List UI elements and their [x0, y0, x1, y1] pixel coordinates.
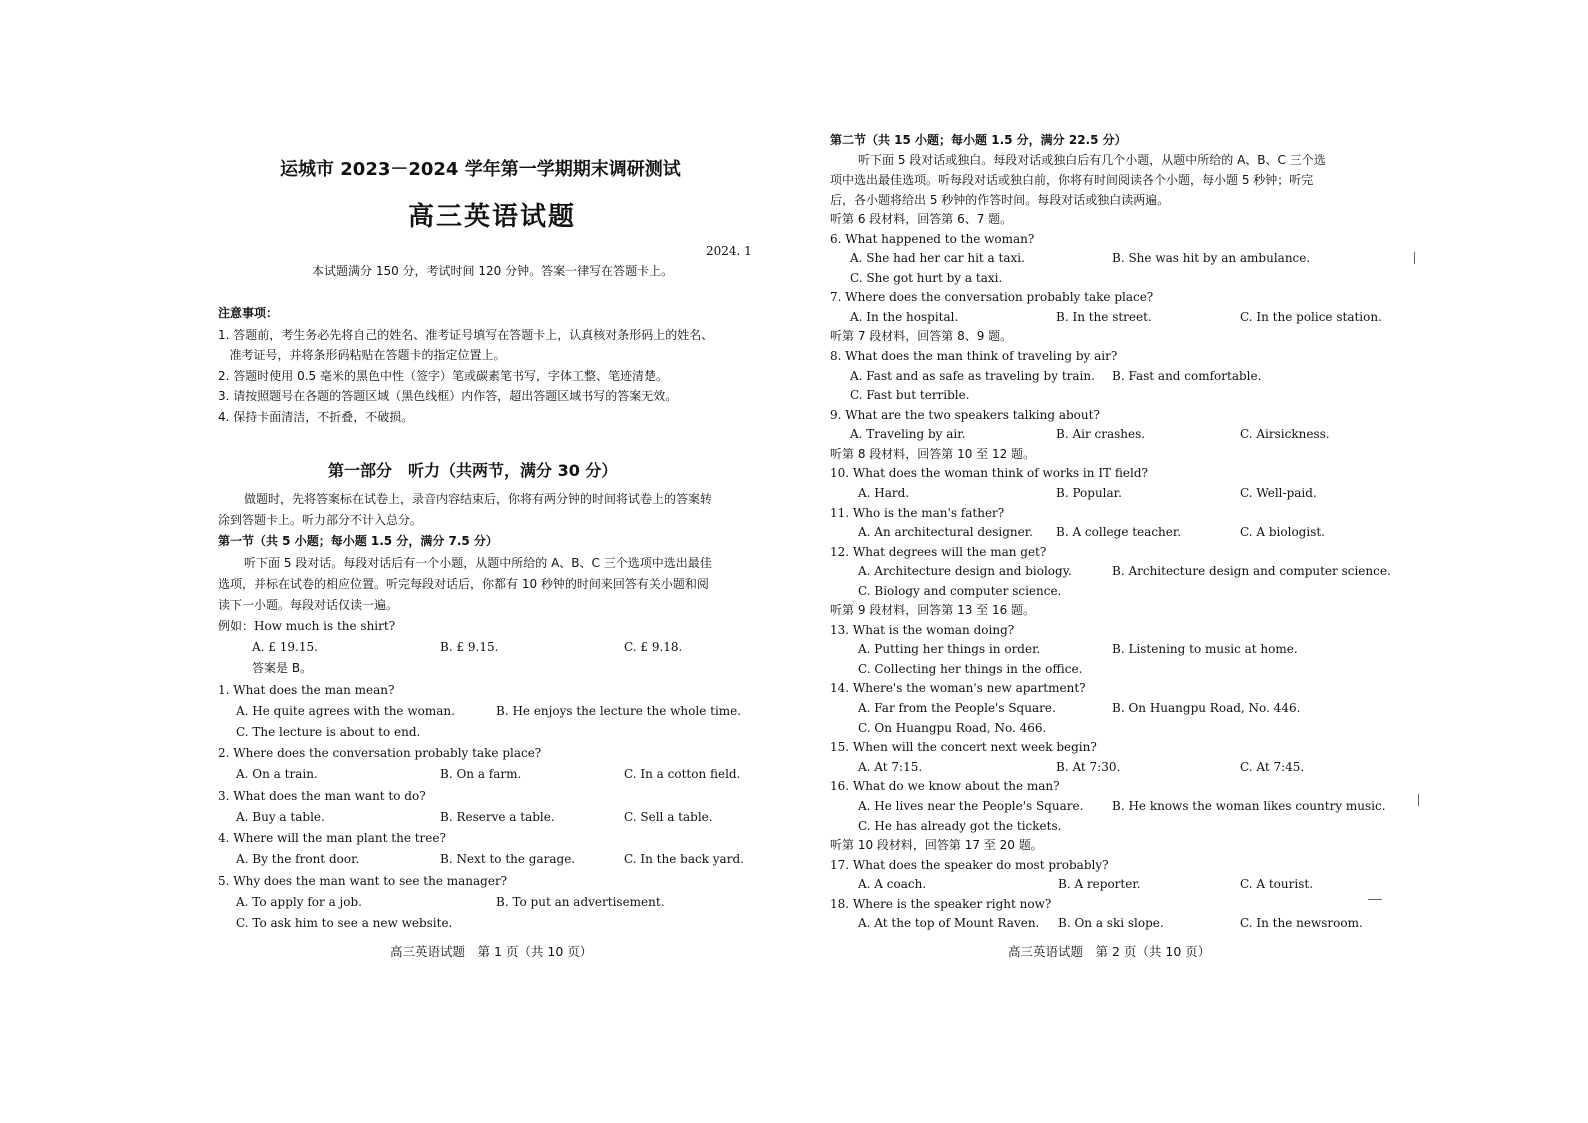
question-7-option-b: B. In the street. — [1056, 310, 1152, 324]
question-6-option-a: A. She had her car hit a taxi. — [850, 251, 1025, 265]
part1-intro: 涂到答题卡上。听力部分不计入总分。 — [218, 513, 423, 527]
notice-item: 1. 答题前，考生务必先将自己的姓名、准考证号填写在答题卡上，认真核对条形码上的姓名、 — [218, 328, 714, 342]
notice-item: 准考证号，并将条形码粘贴在答题卡的指定位置上。 — [218, 348, 506, 362]
question-15: 15. When will the concert next week begin? — [830, 740, 1097, 754]
scan-mark — [1368, 899, 1382, 900]
section2-intro: 听下面 5 段对话或独白。每段对话或独白后有几个小题，从题中所给的 A、B、C 三个选 — [858, 153, 1326, 167]
question-17-option-c: C. A tourist. — [1240, 877, 1314, 891]
question-14: 14. Where's the woman's new apartment? — [830, 681, 1086, 695]
question-17-option-b: B. A reporter. — [1058, 877, 1141, 891]
material-label: 听第 6 段材料，回答第 6、7 题。 — [830, 212, 1013, 226]
question-11-option-b: B. A college teacher. — [1056, 525, 1182, 539]
question-7: 7. Where does the conversation probably take place? — [830, 290, 1154, 304]
question-1-option-b: B. He enjoys the lecture the whole time. — [496, 704, 742, 718]
question-10-option-a: A. Hard. — [858, 486, 910, 500]
question-2-option-b: B. On a farm. — [440, 767, 522, 781]
question-10-option-b: B. Popular. — [1056, 486, 1122, 500]
notice-heading: 注意事项： — [218, 306, 279, 320]
exam-title-line1: 运城市 2023－2024 学年第一学期期末调研测试 — [280, 159, 681, 180]
question-4-option-b: B. Next to the garage. — [440, 852, 576, 866]
material-label: 听第 7 段材料，回答第 8、9 题。 — [830, 329, 1013, 343]
section1-intro: 读下一小题。每段对话仅读一遍。 — [218, 598, 399, 612]
exam-title-line2: 高三英语试题 — [408, 202, 577, 232]
question-6-option-b: B. She was hit by an ambulance. — [1112, 251, 1311, 265]
question-15-option-a: A. At 7:15. — [858, 760, 923, 774]
question-16-option-a: A. He lives near the People's Square. — [858, 799, 1084, 813]
question-1-option-a: A. He quite agrees with the woman. — [236, 704, 455, 718]
question-16-option-b: B. He knows the woman likes country music. — [1112, 799, 1386, 813]
exam-date: 2024. 1 — [706, 244, 752, 258]
question-8-option-b: B. Fast and comfortable. — [1112, 369, 1262, 383]
material-label: 听第 8 段材料，回答第 10 至 12 题。 — [830, 447, 1036, 461]
notice-item: 2. 答题时使用 0.5 毫米的黑色中性（签字）笔或碳素笔书写，字体工整、笔迹清楚。 — [218, 369, 668, 383]
score-note: 本试题满分 150 分，考试时间 120 分钟。答案一律写在答题卡上。 — [312, 264, 674, 278]
question-2-option-c: C. In a cotton field. — [624, 767, 741, 781]
question-8: 8. What does the man think of traveling by air? — [830, 349, 1118, 363]
question-11-option-a: A. An architectural designer. — [858, 525, 1033, 539]
question-9-option-b: B. Air crashes. — [1056, 427, 1146, 441]
question-7-option-c: C. In the police station. — [1240, 310, 1382, 324]
page-footer: 高三英语试题 第 1 页（共 10 页） — [390, 944, 593, 959]
question-16: 16. What do we know about the man? — [830, 779, 1060, 793]
section1-heading: 第一节（共 5 小题；每小题 1.5 分，满分 7.5 分） — [218, 534, 498, 548]
question-14-option-a: A. Far from the People's Square. — [858, 701, 1056, 715]
question-2: 2. Where does the conversation probably take place? — [218, 746, 542, 760]
question-11-option-c: C. A biologist. — [1240, 525, 1325, 539]
question-13-option-c: C. Collecting her things in the office. — [858, 662, 1083, 676]
question-5-option-c: C. To ask him to see a new website. — [236, 916, 453, 930]
question-15-option-b: B. At 7:30. — [1056, 760, 1121, 774]
question-3: 3. What does the man want to do? — [218, 789, 426, 803]
question-13-option-a: A. Putting her things in order. — [858, 642, 1041, 656]
question-4-option-a: A. By the front door. — [236, 852, 360, 866]
example-option-a: A. £ 19.15. — [252, 640, 318, 654]
question-18: 18. Where is the speaker right now? — [830, 897, 1052, 911]
section2-intro: 后，各小题将给出 5 秒钟的作答时间。每段对话或独白读两遍。 — [830, 193, 1170, 207]
question-18-option-b: B. On a ski slope. — [1058, 916, 1164, 930]
question-7-option-a: A. In the hospital. — [850, 310, 959, 324]
question-11: 11. Who is the man's father? — [830, 506, 1005, 520]
example-option-b: B. £ 9.15. — [440, 640, 499, 654]
material-label: 听第 9 段材料，回答第 13 至 16 题。 — [830, 603, 1036, 617]
question-3-option-b: B. Reserve a table. — [440, 810, 555, 824]
question-5-option-b: B. To put an advertisement. — [496, 895, 665, 909]
question-5-option-a: A. To apply for a job. — [236, 895, 362, 909]
exam-page-2 — [794, 0, 1588, 1123]
section2-intro: 项中选出最佳选项。听每段对话或独白前，你将有时间阅读各个小题，每小题 5 秒钟；听完 — [830, 173, 1314, 187]
question-14-option-b: B. On Huangpu Road, No. 446. — [1112, 701, 1301, 715]
question-17-option-a: A. A coach. — [858, 877, 927, 891]
question-6: 6. What happened to the woman? — [830, 232, 1035, 246]
question-6-option-c: C. She got hurt by a taxi. — [850, 271, 1003, 285]
question-5: 5. Why does the man want to see the manager? — [218, 874, 508, 888]
question-9-option-c: C. Airsickness. — [1240, 427, 1330, 441]
page-footer: 高三英语试题 第 2 页（共 10 页） — [1008, 944, 1211, 959]
question-15-option-c: C. At 7:45. — [1240, 760, 1305, 774]
question-9-option-a: A. Traveling by air. — [850, 427, 966, 441]
question-8-option-c: C. Fast but terrible. — [850, 388, 970, 402]
notice-item: 4. 保持卡面清洁，不折叠，不破损。 — [218, 410, 414, 424]
section2-heading: 第二节（共 15 小题；每小题 1.5 分，满分 22.5 分） — [830, 133, 1127, 147]
example-answer: 答案是 B。 — [252, 661, 313, 675]
question-12-option-c: C. Biology and computer science. — [858, 584, 1062, 598]
question-12-option-a: A. Architecture design and biology. — [858, 564, 1072, 578]
part1-heading: 第一部分 听力（共两节，满分 30 分） — [328, 461, 618, 480]
question-12-option-b: B. Architecture design and computer science. — [1112, 564, 1391, 578]
section1-intro: 选项，并标在试卷的相应位置。听完每段对话后，你都有 10 秒钟的时间来回答有关小题和阅 — [218, 577, 709, 591]
question-1-option-c: C. The lecture is about to end. — [236, 725, 421, 739]
question-4: 4. Where will the man plant the tree? — [218, 831, 446, 845]
question-10: 10. What does the woman think of works in IT field? — [830, 466, 1148, 480]
question-1: 1. What does the man mean? — [218, 683, 395, 697]
question-3-option-a: A. Buy a table. — [236, 810, 325, 824]
notice-item: 3. 请按照题号在各题的答题区域（黑色线框）内作答，超出答题区域书写的答案无效。 — [218, 389, 678, 403]
question-4-option-c: C. In the back yard. — [624, 852, 744, 866]
section1-intro: 听下面 5 段对话。每段对话后有一个小题，从题中所给的 A、B、C 三个选项中选出最佳 — [244, 556, 712, 570]
question-13-option-b: B. Listening to music at home. — [1112, 642, 1298, 656]
question-17: 17. What does the speaker do most probably? — [830, 858, 1109, 872]
scan-mark — [1414, 252, 1415, 264]
example-option-c: C. £ 9.18. — [624, 640, 683, 654]
question-18-option-a: A. At the top of Mount Raven. — [858, 916, 1040, 930]
example-question: 例如：How much is the shirt? — [218, 619, 396, 633]
part1-intro: 做题时，先将答案标在试卷上，录音内容结束后，你将有两分钟的时间将试卷上的答案转 — [244, 492, 713, 506]
question-12: 12. What degrees will the man get? — [830, 545, 1047, 559]
material-label: 听第 10 段材料，回答第 17 至 20 题。 — [830, 838, 1043, 852]
question-13: 13. What is the woman doing? — [830, 623, 1015, 637]
question-8-option-a: A. Fast and as safe as traveling by train. — [850, 369, 1095, 383]
question-9: 9. What are the two speakers talking about? — [830, 408, 1100, 422]
question-10-option-c: C. Well-paid. — [1240, 486, 1317, 500]
question-18-option-c: C. In the newsroom. — [1240, 916, 1363, 930]
question-3-option-c: C. Sell a table. — [624, 810, 713, 824]
scan-mark — [1418, 794, 1419, 806]
question-16-option-c: C. He has already got the tickets. — [858, 819, 1062, 833]
question-2-option-a: A. On a train. — [236, 767, 318, 781]
question-14-option-c: C. On Huangpu Road, No. 466. — [858, 721, 1047, 735]
